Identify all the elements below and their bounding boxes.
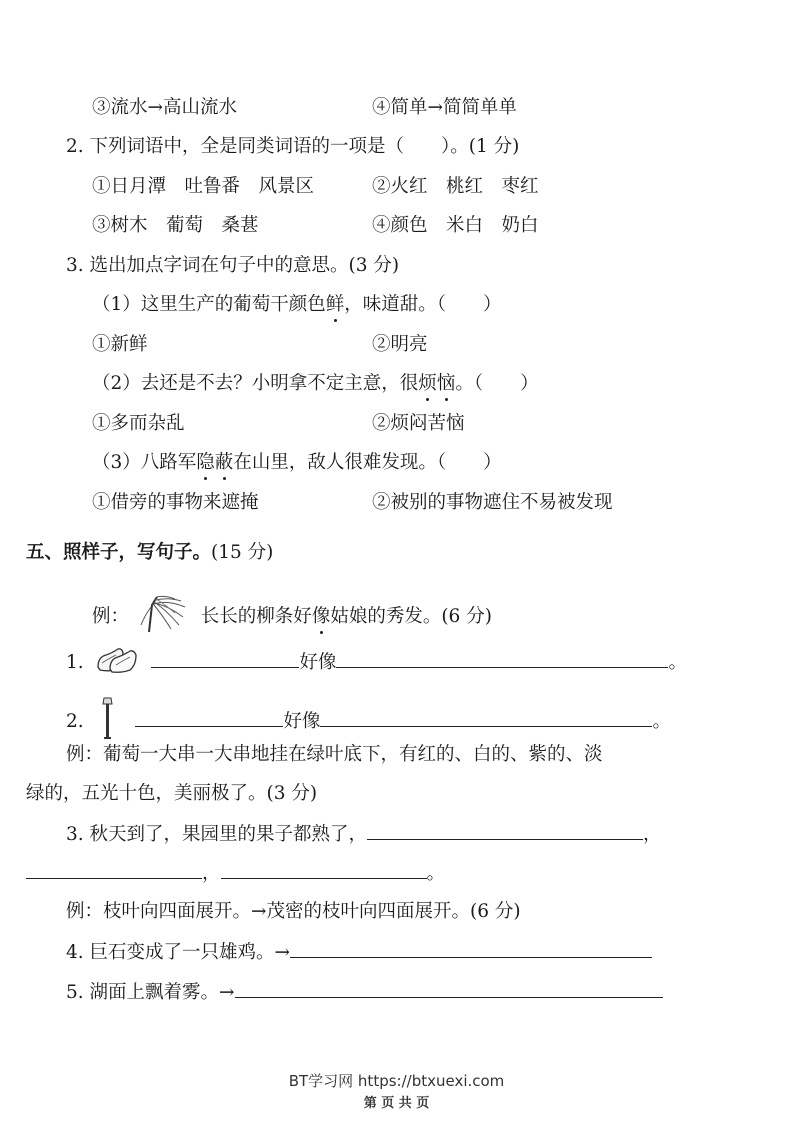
question3-blank-1[interactable] [367,821,643,840]
question3-line1 [66,821,662,848]
question2-like: 好像 [283,711,321,732]
question5-blank[interactable] [235,979,663,998]
question2-line [66,696,671,748]
q1-option-d: ④简单→简简单单 [372,97,518,118]
question2-end: 。 [652,711,671,732]
question3-text: 3. 秋天到了，果园里的果子都熟了， [66,824,368,845]
q3-sub3 [92,450,502,476]
footer-site: BT学习网 https://btxuexi.com [288,1072,505,1090]
q3-sub2-dotted-1: 烦 [418,371,437,397]
question2-blank-object[interactable] [320,708,652,727]
q3-sub3-pre: （3）八路军 [92,452,197,473]
street-lamp-icon [100,696,116,748]
question3-comma-2: ， [202,863,221,884]
question2-blank-subject[interactable] [135,708,283,727]
question5-text: 5. 湖面上飘着雾。→ [66,982,235,1003]
question4-line [66,939,652,966]
question3-blank-3[interactable] [221,860,427,879]
q2-option-b: ②火红 桃红 枣红 [372,176,539,197]
question4-blank[interactable] [290,939,652,958]
willow-tree-icon [135,593,187,641]
section5-title [26,540,273,566]
q3-sub3-dotted-1: 隐 [196,450,215,476]
q3-sub2-option-b: ②烦闷苦恼 [372,413,465,434]
q3-sub3-dotted-2: 蔽 [215,450,234,476]
footer-page: 第 页 共 页 [363,1096,430,1111]
question5-line [66,979,663,1006]
q2-option-a: ①日月潭 吐鲁番 风景区 [92,176,315,197]
example1-pre: 长长的柳条好 [200,606,312,627]
q2-stem: 2. 下列词语中，全是同类词语的一项是（ ）。(1 分) [66,136,520,157]
q3-sub1 [92,292,502,318]
q3-sub2-option-a: ①多而杂乱 [92,413,185,434]
q3-sub2-pre: （2）去还是不去？小明拿不定主意，很 [92,373,419,394]
q3-sub3-post: 在山里，敌人很难发现。（ ） [233,452,502,473]
question4-text: 4. 巨石变成了一只雄鸡。→ [66,942,291,963]
section5-heading: 五、照样子，写句子。 [26,542,212,563]
q2-option-c: ③树木 葡萄 桑葚 [92,215,259,236]
q3-sub2-post: 。（ ） [455,373,539,394]
question1-blank-subject[interactable] [151,649,299,668]
example1-dotted: 像 [312,604,331,630]
example1 [92,593,492,641]
question3-blank-2[interactable] [26,860,202,879]
q3-sub1-post: ，味道甜。（ ） [344,294,502,315]
question3-end: 。 [426,863,446,884]
question2-num: 2. [66,711,84,732]
question1-blank-object[interactable] [336,649,668,668]
example3: 例：枝叶向四面展开。→茂密的枝叶向四面展开。(6 分) [66,901,521,922]
section5-score: (15 分) [211,542,274,563]
q3-sub1-dotted: 鲜 [326,292,345,318]
example2-line2: 绿的，五光十色，美丽极了。(3 分) [26,783,318,804]
q3-sub1-option-a: ①新鲜 [92,334,148,355]
question1-num: 1. [66,652,84,673]
q3-sub2 [92,371,539,397]
q3-sub3-option-a: ①借旁的事物来遮掩 [92,492,259,513]
q3-sub2-dotted-2: 恼 [437,371,456,397]
question1-line [66,645,687,681]
q3-stem: 3. 选出加点字词在句子中的意思。(3 分) [66,255,400,276]
shoes-icon [96,645,138,681]
question3-comma: ， [643,824,662,845]
example2-line1: 例：葡萄一大串一大串地挂在绿叶底下，有红的、白的、紫的、淡 [66,744,603,765]
q1-option-c: ③流水→高山流水 [92,97,238,118]
example1-label: 例： [92,606,130,627]
q3-sub1-option-b: ②明亮 [372,334,428,355]
question1-like: 好像 [299,652,337,673]
example1-post: 姑娘的秀发。(6 分) [330,606,492,627]
q2-option-d: ④颜色 米白 奶白 [372,215,539,236]
question3-line2 [26,860,445,887]
question1-end: 。 [668,652,687,673]
q3-sub1-pre: （1）这里生产的葡萄干颜色 [92,294,326,315]
q3-sub3-option-b: ②被别的事物遮住不易被发现 [372,492,613,513]
